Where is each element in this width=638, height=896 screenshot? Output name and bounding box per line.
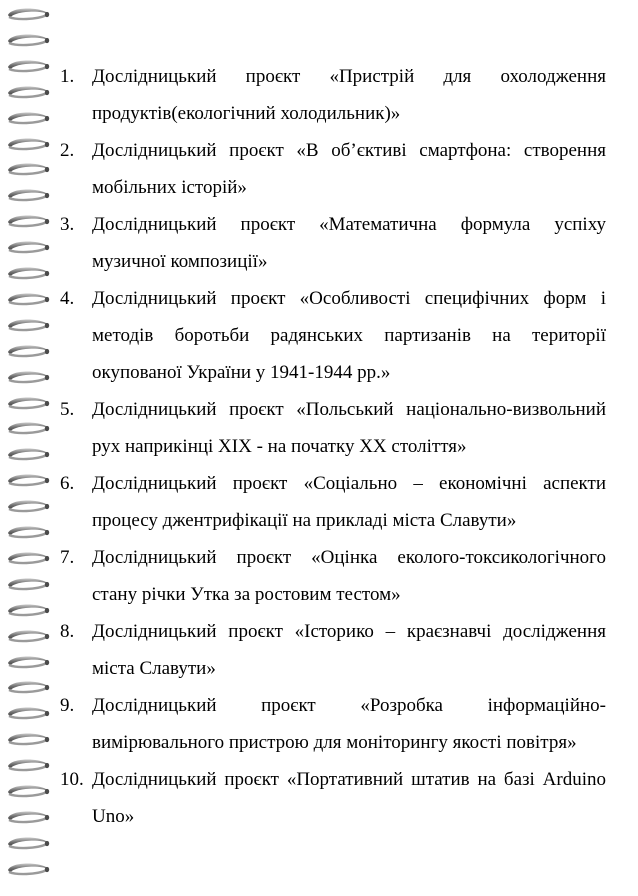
list-item <box>62 539 606 613</box>
spiral-ring-icon <box>6 446 50 460</box>
spiral-ring-icon <box>6 369 50 383</box>
spiral-ring-icon <box>6 110 50 124</box>
spiral-ring-icon <box>6 679 50 693</box>
list-item <box>62 687 606 761</box>
item-text: Дослідницький проєкт «Розробка інформаційно-вимірювального пристрою для моніторингу якості повітря» <box>92 695 606 753</box>
list-item <box>62 58 606 132</box>
spiral-ring-icon <box>6 576 50 590</box>
item-text: Дослідницький проєкт «Пристрій для охолодження продуктів(екологічний холодильник)» <box>92 66 606 124</box>
spiral-ring-icon <box>6 731 50 745</box>
spiral-ring-icon <box>6 550 50 564</box>
list-item <box>62 761 606 835</box>
spiral-ring-icon <box>6 291 50 305</box>
item-number: 8. <box>60 621 75 642</box>
item-number: 3. <box>60 214 75 235</box>
list-item <box>62 613 606 687</box>
spiral-ring-icon <box>6 861 50 875</box>
spiral-ring-icon <box>6 84 50 98</box>
spiral-ring-icon <box>6 654 50 668</box>
item-text: Дослідницький проєкт «Математична формула успіху музичної композиції» <box>92 214 606 272</box>
spiral-ring-icon <box>6 809 50 823</box>
spiral-ring-icon <box>6 343 50 357</box>
spiral-ring-icon <box>6 58 50 72</box>
list-item <box>62 132 606 206</box>
item-text: Дослідницький проєкт «Історико – краєзнавчі дослідження міста Славути» <box>92 621 606 679</box>
item-number: 2. <box>60 140 75 161</box>
item-number: 5. <box>60 399 75 420</box>
item-number: 9. <box>60 695 75 716</box>
list-item <box>62 280 606 391</box>
spiral-ring-icon <box>6 161 50 175</box>
spiral-binding <box>6 0 54 896</box>
spiral-ring-icon <box>6 757 50 771</box>
item-text: Дослідницький проєкт «Соціально – економічні аспекти процесу джентрифікації на прикладі міста Славути» <box>92 473 606 531</box>
item-number: 10. <box>60 769 84 790</box>
spiral-ring-icon <box>6 835 50 849</box>
spiral-ring-icon <box>6 317 50 331</box>
item-text: Дослідницький проєкт «Польський національно-визвольний рух наприкінці XIX - на початку XX століття» <box>92 399 606 457</box>
item-text: Дослідницький проєкт «Особливості специфічних форм і методів боротьби радянських партизанів на території окупованої України у 1941-1944 рр.» <box>92 288 606 383</box>
list-item <box>62 206 606 280</box>
spiral-ring-icon <box>6 187 50 201</box>
item-text: Дослідницький проєкт «Оцінка еколого-токсикологічного стану річки Утка за ростовим тестом» <box>92 547 606 605</box>
item-number: 6. <box>60 473 75 494</box>
spiral-ring-icon <box>6 213 50 227</box>
spiral-ring-icon <box>6 239 50 253</box>
spiral-ring-icon <box>6 136 50 150</box>
spiral-ring-icon <box>6 524 50 538</box>
spiral-ring-icon <box>6 265 50 279</box>
project-list <box>62 58 606 835</box>
item-text: Дослідницький проєкт «В об’єктиві смартфона: створення мобільних історій» <box>92 140 606 198</box>
list-item <box>62 465 606 539</box>
spiral-ring-icon <box>6 602 50 616</box>
item-number: 7. <box>60 547 75 568</box>
spiral-ring-icon <box>6 783 50 797</box>
spiral-ring-icon <box>6 472 50 486</box>
spiral-ring-icon <box>6 705 50 719</box>
spiral-ring-icon <box>6 395 50 409</box>
item-text: Дослідницький проєкт «Портативний штатив на базі Arduino Uno» <box>92 769 606 827</box>
item-number: 4. <box>60 288 75 309</box>
spiral-ring-icon <box>6 420 50 434</box>
list-item <box>62 391 606 465</box>
spiral-ring-icon <box>6 32 50 46</box>
spiral-ring-icon <box>6 6 50 20</box>
item-number: 1. <box>60 66 75 87</box>
spiral-ring-icon <box>6 498 50 512</box>
spiral-ring-icon <box>6 628 50 642</box>
